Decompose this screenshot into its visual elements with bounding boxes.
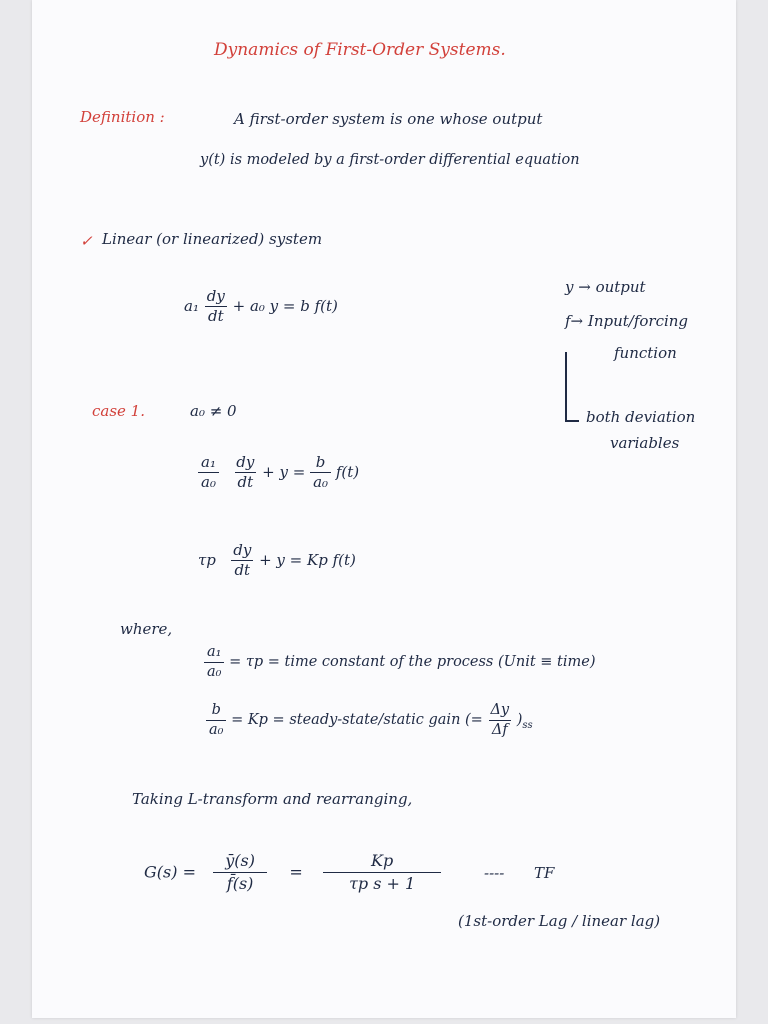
kp-definition: [206, 702, 533, 738]
eq2-mid: + y =: [262, 462, 306, 481]
tf-dash: ----: [484, 864, 505, 882]
tau-fraction: $\frac{\text{a₁}}{\text{a₀}}$: [204, 644, 224, 680]
definition-line-2: y(t) is modeled by a first-order differential equation: [200, 152, 580, 168]
case-1-condition: a₀ ≠ 0: [190, 402, 237, 420]
kp-close: ): [516, 712, 523, 729]
eq2-rhs-fraction: $\frac{b}{\text{a₀}}$: [310, 454, 331, 492]
eq2-derivative: $\frac{dy}{dt}$: [236, 453, 255, 492]
tf-equals: =: [289, 862, 303, 882]
kp-fraction: $\frac{b}{\text{a₀}}$: [206, 702, 226, 738]
linear-system-heading: Linear (or linearized) system: [102, 230, 323, 248]
note-y-output: y → output: [565, 278, 646, 296]
note-f-input: f→ Input/forcing: [565, 312, 689, 330]
note-both-deviation: both deviation: [586, 408, 696, 426]
gain-ratio: $\frac{\Delta y}{\Delta f}$: [490, 702, 510, 738]
tf-label: TF: [534, 864, 555, 882]
eq1-rest: + a₀ y = b f(t): [232, 296, 338, 315]
equation-1: [184, 288, 338, 326]
equation-3: [198, 542, 356, 580]
definition-line-1: A first-order system is one whose output: [234, 110, 543, 128]
definition-label: Definition :: [80, 108, 165, 126]
eq2-end: f(t): [335, 462, 360, 481]
eq3-derivative: $\frac{dy}{dt}$: [233, 541, 252, 580]
laplace-statement: Taking L-transform and rearranging,: [132, 790, 413, 808]
eq3-rest: + y = Kp f(t): [259, 550, 356, 569]
bracket-arrow: [565, 420, 579, 422]
ss-subscript: ss: [522, 720, 533, 732]
note-variables: variables: [610, 434, 680, 452]
equation-2: [198, 454, 359, 492]
page-title: Dynamics of First-Order Systems.: [214, 40, 506, 60]
eq3-tau: τp: [198, 550, 216, 569]
tau-definition-text: = τp = time constant of the process (Unit ≡ time): [229, 654, 596, 671]
transfer-function: [144, 852, 441, 894]
check-mark: ✓: [80, 232, 93, 250]
eq1-coef: a₁: [184, 296, 199, 315]
first-order-lag-note: (1st-order Lag / linear lag): [458, 912, 661, 930]
tf-io-ratio: $\frac{ȳ(s)}{f̄(s)}$: [211, 852, 269, 894]
note-function: function: [614, 344, 677, 362]
case-1-label: case 1.: [92, 402, 145, 420]
tf-lhs: G(s) =: [144, 862, 196, 882]
eq1-derivative: $\frac{dy}{dt}$: [206, 287, 225, 326]
tau-definition: [204, 644, 596, 680]
bracket-line: [565, 352, 567, 422]
kp-definition-text: = Kp = steady-state/static gain (=: [231, 712, 483, 729]
tf-gain-fraction: $\frac{Kp}{\text{τp s + 1}}$: [323, 852, 441, 894]
where-label: where,: [120, 620, 173, 638]
eq2-coef-fraction: $\frac{\text{a₁}}{\text{a₀}}$: [198, 454, 219, 492]
